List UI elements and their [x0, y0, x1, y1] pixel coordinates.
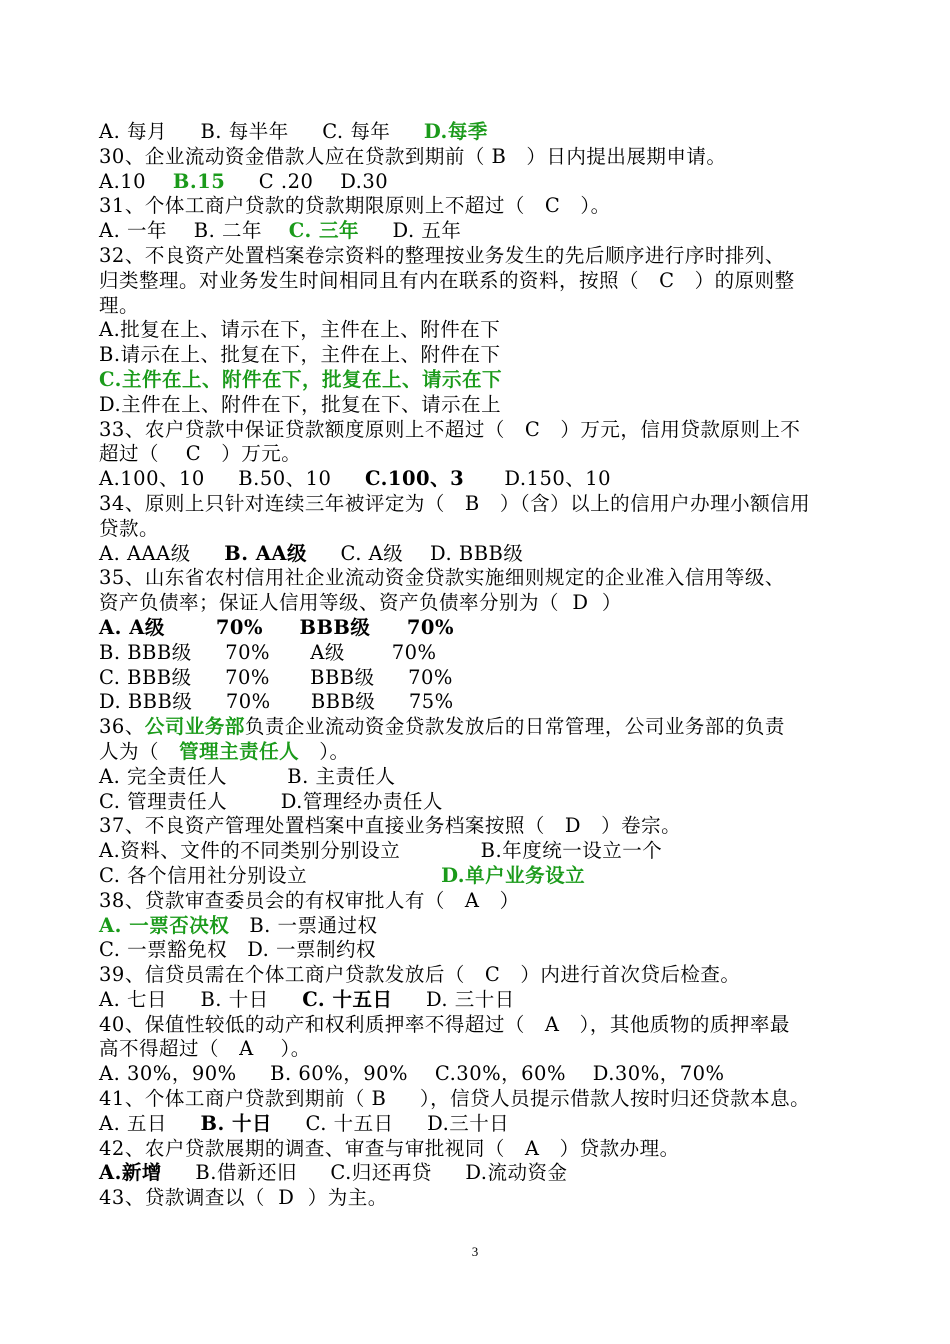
text-line [99, 864, 909, 889]
document-body [99, 120, 909, 1211]
text-segment: B. BBB级 70% A级 70% [99, 640, 437, 664]
text-segment: A. 五日 [99, 1111, 201, 1135]
text-segment: 42、农户贷款展期的调查、审查与审批视同（ A ）贷款办理。 [99, 1136, 680, 1160]
text-line [99, 492, 909, 517]
bold-answer: B. 十日 [200, 1111, 273, 1135]
text-line [99, 368, 909, 393]
text-line [99, 343, 909, 368]
text-line [99, 1137, 909, 1162]
text-segment: A.批复在上、请示在下，主件在上、附件在下 [99, 318, 501, 342]
text-line [99, 914, 909, 939]
text-segment: D. 三十日 [392, 987, 515, 1011]
text-segment: C. 一票豁免权 D. 一票制约权 [99, 938, 377, 962]
bold-answer: C. 十五日 [302, 987, 393, 1011]
answer-highlight: D.单户业务设立 [441, 863, 586, 887]
text-line [99, 591, 909, 616]
text-line [99, 1062, 909, 1087]
text-segment: 贷款。 [99, 516, 160, 540]
text-line [99, 1112, 909, 1137]
text-line [99, 988, 909, 1013]
text-line [99, 194, 909, 219]
text-line [99, 938, 909, 963]
text-line [99, 1161, 909, 1186]
text-segment: 36、 [99, 715, 145, 739]
text-line [99, 963, 909, 988]
bold-answer: C.100、3 [364, 467, 465, 491]
text-segment: 30、企业流动资金借款人应在贷款到期前（ B ）日内提出展期申请。 [99, 144, 727, 168]
text-line [99, 318, 909, 343]
text-segment: 38、贷款审查委员会的有权审批人有（ A ） [99, 888, 520, 912]
answer-highlight: A. 一票否决权 [99, 913, 230, 937]
answer-highlight: C.主件在上、附件在下，批复在上、请示在下 [99, 367, 502, 391]
text-line [99, 294, 909, 319]
text-segment: 34、原则上只针对连续三年被评定为（ B ）（含）以上的信用户办理小额信用 [99, 491, 811, 515]
text-line [99, 467, 909, 492]
text-line [99, 219, 909, 244]
page-number: 3 [471, 1244, 479, 1259]
answer-highlight: D.每季 [423, 120, 488, 143]
text-segment: 资产负债率；保证人信用等级、资产负债率分别为（ D ） [99, 591, 622, 615]
text-line [99, 1186, 909, 1211]
text-line [99, 442, 909, 467]
text-line [99, 715, 909, 740]
text-line [99, 393, 909, 418]
text-segment: A. 一年 B. 二年 [99, 219, 289, 243]
answer-highlight: 公司业务部 [144, 715, 245, 739]
text-line [99, 517, 909, 542]
text-line [99, 1037, 909, 1062]
text-segment: 31、个体工商户贷款的贷款期限原则上不超过（ C ）。 [99, 194, 611, 218]
bold-answer: A. A级 70% BBB级 70% [99, 615, 455, 639]
text-segment: 超过（ C ）万元。 [99, 442, 302, 466]
text-line [99, 269, 909, 294]
text-segment: 33、农户贷款中保证贷款额度原则上不超过（ C ）万元，信用贷款原则上不 [99, 417, 801, 441]
answer-highlight: B.15 [172, 169, 226, 193]
text-segment: D. 五年 [359, 219, 462, 243]
text-segment: D. BBB级 70% BBB级 75% [99, 690, 454, 714]
text-line [99, 418, 909, 443]
text-segment: 32、不良资产处置档案卷宗资料的整理按业务发生的先后顺序进行序时排列、 [99, 243, 785, 267]
text-segment: A. 七日 B. 十日 [99, 987, 303, 1011]
bold-answer: A.新增 [99, 1161, 162, 1185]
text-line [99, 814, 909, 839]
text-segment: 负责企业流动资金贷款发放后的日常管理，公司业务部的负责 [244, 715, 785, 739]
text-segment: A. AAA级 [99, 541, 225, 565]
text-segment: 40、保值性较低的动产和权利质押率不得超过（ A ），其他质物的质押率最 [99, 1012, 790, 1036]
text-segment: ）。 [299, 739, 350, 763]
text-segment: A. 完全责任人 B. 主责任人 [99, 764, 396, 788]
text-line [99, 120, 909, 145]
text-segment: 高不得超过（ A ）。 [99, 1037, 311, 1061]
text-line [99, 765, 909, 790]
text-line [99, 690, 909, 715]
text-line [99, 616, 909, 641]
text-segment: A. 每月 B. 每半年 C. 每年 [99, 120, 424, 143]
text-line [99, 641, 909, 666]
text-segment: B.借新还旧 C.归还再贷 D.流动资金 [161, 1161, 568, 1185]
text-segment: 归类整理。对业务发生时间相同且有内在联系的资料，按照（ C ）的原则整 [99, 268, 795, 292]
text-line [99, 170, 909, 195]
text-segment: 35、山东省农村信用社企业流动资金贷款实施细则规定的企业准入信用等级、 [99, 566, 785, 590]
answer-highlight: 管理主责任人 [179, 739, 300, 763]
text-segment: 理。 [99, 293, 140, 317]
text-segment: A.100、10 B.50、10 [99, 467, 365, 491]
text-segment: A.资料、文件的不同类别分别设立 B.年度统一设立一个 [99, 839, 663, 863]
text-segment: C. A级 D. BBB级 [307, 541, 524, 565]
answer-highlight: C. 三年 [288, 219, 360, 243]
text-line [99, 666, 909, 691]
text-segment: B. 一票通过权 [229, 913, 378, 937]
text-segment: C .20 D.30 [225, 169, 389, 193]
text-segment: B.请示在上、批复在下，主件在上、附件在下 [99, 343, 501, 367]
text-line [99, 1087, 909, 1112]
text-line [99, 889, 909, 914]
text-segment: 41、个体工商户贷款到期前（ B ），信贷人员提示借款人按时归还贷款本息。 [99, 1087, 811, 1111]
text-segment: D.150、10 [464, 467, 612, 491]
text-segment: D.主件在上、附件在下，批复在下、请示在上 [99, 392, 502, 416]
text-segment: C. 管理责任人 D.管理经办责任人 [99, 789, 443, 813]
text-line [99, 542, 909, 567]
text-segment: C. 各个信用社分别设立 [99, 863, 442, 887]
text-line [99, 566, 909, 591]
text-line [99, 839, 909, 864]
text-segment: A.10 [99, 169, 173, 193]
text-segment: 43、贷款调查以（ D ）为主。 [99, 1186, 388, 1210]
text-line [99, 145, 909, 170]
text-line [99, 244, 909, 269]
bold-answer: B. AA级 [224, 541, 308, 565]
text-line [99, 790, 909, 815]
text-segment: 37、不良资产管理处置档案中直接业务档案按照（ D ）卷宗。 [99, 814, 682, 838]
text-segment: 人为（ [99, 739, 180, 763]
text-segment: A. 30%，90% B. 60%，90% C.30%，60% D.30%，70% [99, 1062, 725, 1086]
text-line [99, 740, 909, 765]
text-line [99, 1013, 909, 1038]
text-segment: C. BBB级 70% BBB级 70% [99, 665, 453, 689]
text-segment: 39、信贷员需在个体工商户贷款发放后（ C ）内进行首次贷后检查。 [99, 963, 741, 987]
text-segment: C. 十五日 D.三十日 [272, 1111, 510, 1135]
